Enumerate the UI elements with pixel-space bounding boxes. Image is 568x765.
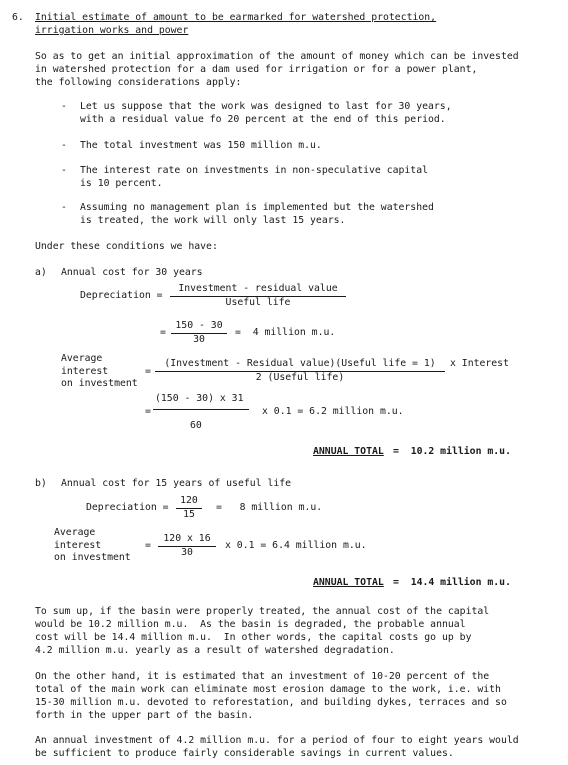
fraction-numerator: 120 (180, 495, 198, 506)
intro-line-1: So as to get an initial approximation of the amount of money which can be invested (35, 51, 519, 62)
case-a-heading: Annual cost for 30 years (61, 267, 203, 278)
case-a-int-calc-den: 60 (190, 420, 202, 431)
case-a-interest-label-1: Average (61, 353, 103, 364)
intro-line-3: the following considerations apply: (35, 77, 242, 88)
bullet-3-line-2: is 10 percent. (80, 178, 163, 189)
case-b-heading: Annual cost for 15 years of useful life (61, 478, 292, 489)
case-a-dep-calc-result: = 4 million m.u. (235, 327, 336, 338)
summary-2-line-2: total of the main work can eliminate most erosion damage to the work, i.e. with (35, 684, 501, 695)
summary-3-line-1: An annual investment of 4.2 million m.u. for a period of four to eight years would (35, 735, 519, 746)
fraction-numerator: 120 x 16 (163, 533, 211, 544)
case-a-interest-suffix: x Interest (450, 358, 509, 369)
case-b-label: b) (35, 478, 47, 489)
summary-1-line-2: would be 10.2 million m.u. As the basin is degraded, the probable annual (35, 619, 466, 630)
case-b-depreciation-calc (176, 495, 202, 521)
bullet-mark: - (61, 101, 67, 112)
summary-3-line-2: be sufficient to produce fairly considerable savings in current values. (35, 748, 454, 759)
case-b-total-value: = 14.4 million m.u. (393, 577, 511, 588)
case-a-int-calc-num: (150 - 30) x 31 (155, 393, 244, 404)
bullet-mark: - (61, 165, 67, 176)
case-a-interest-label-2: interest (61, 366, 109, 377)
case-b-total-label: ANNUAL TOTAL (313, 577, 384, 588)
case-b-int-calc-result: x 0.1 = 6.4 million m.u. (225, 540, 367, 551)
case-b-dep-calc-result: = 8 million m.u. (216, 502, 323, 513)
case-a-interest-eq: = (145, 366, 151, 377)
bullet-mark: - (61, 202, 67, 213)
fraction-denominator: 30 (158, 546, 216, 560)
fraction-denominator: 30 (171, 333, 227, 347)
case-a-depreciation-calc (171, 320, 227, 346)
case-a-total-value: = 10.2 million m.u. (393, 446, 511, 457)
intro-line-2: in watershed protection for a dam used for irrigation or for a power plant, (35, 64, 478, 75)
bullet-3-line-1: The interest rate on investments in non-speculative capital (80, 165, 428, 176)
case-a-int-calc-prefix: = (145, 406, 151, 417)
case-a-interest-label-3: on investment (61, 378, 138, 389)
case-b-interest-label-3: on investment (54, 552, 131, 563)
case-a-depreciation-label: Depreciation = (80, 290, 163, 301)
bullet-1-line-1: Let us suppose that the work was designed to last for 30 years, (80, 101, 452, 112)
case-b-interest-calc (158, 533, 216, 559)
fraction-numerator: 150 - 30 (175, 320, 223, 331)
case-b-interest-label-1: Average (54, 527, 96, 538)
bullet-4-line-1: Assuming no management plan is implemented but the watershed (80, 202, 434, 213)
case-a-int-calc-result: x 0.1 = 6.2 million m.u. (262, 406, 404, 417)
section-number: 6. (12, 12, 24, 23)
case-a-interest-formula (155, 358, 445, 384)
case-a-dep-calc-prefix: = (160, 327, 166, 338)
summary-1-line-4: 4.2 million m.u. yearly as a result of watershed degradation. (35, 645, 395, 656)
case-b-interest-eq: = (145, 540, 151, 551)
fraction-denominator: 2 (Useful life) (155, 371, 445, 385)
bullet-2-line-1: The total investment was 150 million m.u. (80, 140, 322, 151)
fraction-numerator: (Investment - Residual value)(Useful life = 1) (164, 358, 436, 369)
conditions-text: Under these conditions we have: (35, 241, 218, 252)
fraction-denominator: Useful life (170, 296, 346, 310)
fraction-denominator: 15 (176, 508, 202, 522)
case-a-label: a) (35, 267, 47, 278)
bullet-1-line-2: with a residual value fo 20 percent at the end of this period. (80, 114, 446, 125)
case-a-depreciation-formula (170, 283, 346, 309)
fraction-numerator: Investment - residual value (178, 283, 338, 294)
fraction-bar (153, 409, 249, 410)
bullet-mark: - (61, 140, 67, 151)
case-b-interest-label-2: interest (54, 540, 102, 551)
section-title-line-1: Initial estimate of amount to be earmarked for watershed protection, (35, 12, 437, 23)
summary-2-line-3: 15-30 million m.u. devoted to reforestation, and building dykes, terraces and so (35, 697, 507, 708)
bullet-4-line-2: is treated, the work will only last 15 years. (80, 215, 346, 226)
section-title-line-2: irrigation works and power (35, 25, 189, 36)
case-b-depreciation-label: Depreciation = (86, 502, 169, 513)
summary-1-line-3: cost will be 14.4 million m.u. In other words, the capital costs go up by (35, 632, 472, 643)
case-a-total-label: ANNUAL TOTAL (313, 446, 384, 457)
summary-1-line-1: To sum up, if the basin were properly treated, the annual cost of the capital (35, 606, 490, 617)
summary-2-line-1: On the other hand, it is estimated that an investment of 10-20 percent of the (35, 671, 490, 682)
summary-2-line-4: forth in the upper part of the basin. (35, 710, 254, 721)
